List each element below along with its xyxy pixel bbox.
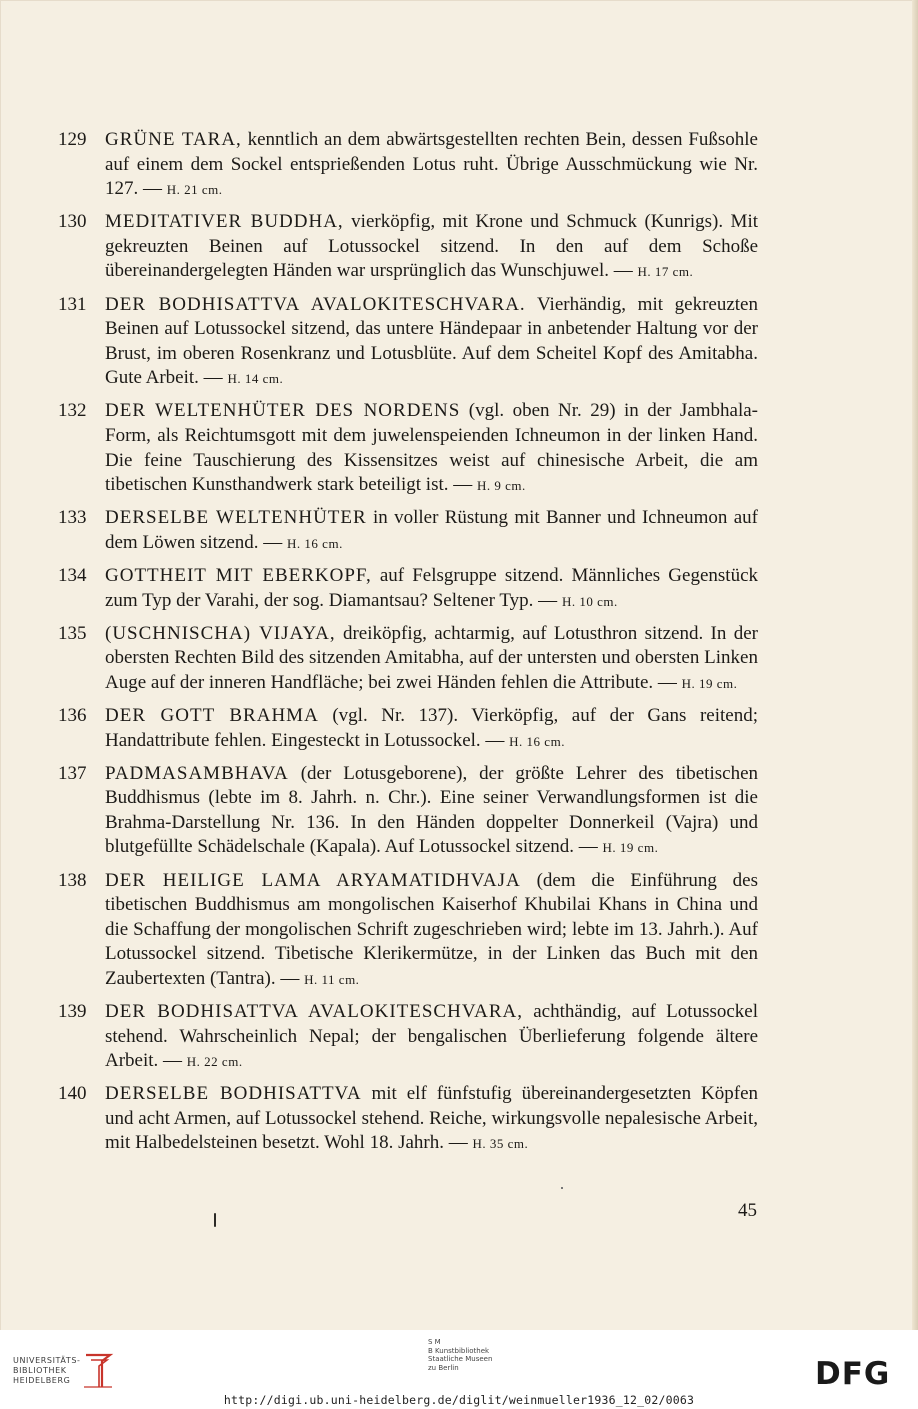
- entry-measurement: H. 14 cm.: [227, 371, 284, 387]
- entry-text: (der Lotusgeborene), der größte Lehrer des tibetischen Buddhismus (lebte im 8. Jahrh. n. Chr.). Eine seiner Verwandlungsformen ist die Brahma-Darstellung Nr. 136. In den Händen doppelter Donnerkeil (Vajra) und blutgefüllte Schädelschale (Kapala). Auf Lotussockel sitzend. —: [105, 762, 758, 858]
- logo-line: BIBLIOTHEK: [13, 1366, 67, 1375]
- catalog-entry: [58, 564, 758, 614]
- entry-number: 137: [58, 762, 87, 784]
- entry-text: dreiköpfig, achtarmig, auf Lotusthron sitzend. In der obersten Rechten Bild des sitzenden Amitabha, auf der untersten und obersten Linken Auge auf der inneren Handfläche; bei zwei Händen fehlen die Attribute. —: [105, 622, 758, 693]
- entry-text: (dem die Einführung des tibetischen Buddhismus am mongolischen Kaiserhof Khubilai Khans in China und die Schaffung der mongolischen Schrift zugeschrieben wird; lebte im 13. Jahrh.). Auf Lotussockel sitzend. Tibetische Klerikermütze, in der Linken das Buch mit den Zaubertexten (Tantra). —: [105, 869, 759, 989]
- entry-text: auf Felsgruppe sitzend. Männliches Gegenstück zum Typ der Varahi, der sog. Diamantsau? Seltener Typ. —: [105, 565, 758, 611]
- entry-measurement: H. 16 cm.: [287, 535, 343, 551]
- catalog-entry: [58, 210, 758, 285]
- entry-number: 132: [58, 400, 87, 422]
- entry-text: kenntlich an dem abwärtsgestellten rechten Bein, dessen Fußsohle auf einem dem Sockel entsprießenden Lotus ruht. Übrige Ausschmückung wie Nr. 127. —: [105, 129, 758, 200]
- entry-title: GRÜNE TARA,: [105, 129, 242, 150]
- entry-title: DER GOTT BRAHMA: [105, 704, 319, 726]
- stamp-line: zu Berlin: [428, 1363, 459, 1372]
- entry-text: achthändig, auf Lotussockel stehend. Wahrscheinlich Nepal; der bengalischen Überlieferung folgende ältere Arbeit. —: [105, 1001, 758, 1072]
- entry-measurement: H. 35 cm.: [472, 1136, 529, 1152]
- logo-line: HEIDELBERG: [13, 1376, 71, 1385]
- entry-measurement: H. 19 cm.: [602, 840, 659, 856]
- entry-title: DER WELTENHÜTER DES NORDENS: [105, 400, 461, 422]
- entry-title: MEDITATIVER BUDDHA,: [105, 211, 344, 233]
- entry-title: DER HEILIGE LAMA ARYAMATIDHVAJA: [105, 869, 521, 891]
- catalog-entry: [58, 622, 758, 697]
- catalog-entry: [58, 869, 758, 993]
- entry-measurement: H. 11 cm.: [304, 971, 360, 987]
- entry-title: DER BODHISATTVA AVALOKITESCHVARA,: [105, 1001, 523, 1022]
- entry-title: GOTTHEIT MIT EBERKOPF,: [105, 565, 372, 586]
- entry-text: in voller Rüstung mit Banner und Ichneumon auf dem Löwen sitzend. —: [105, 507, 758, 553]
- entry-number: 139: [58, 1001, 87, 1022]
- entry-number: 136: [58, 704, 87, 726]
- catalog-entry: [58, 704, 758, 754]
- permalink-url[interactable]: http://digi.ub.uni-heidelberg.de/diglit/weinmueller1936_12_02/0063: [223, 1393, 695, 1407]
- entry-title: PADMASAMBHAVA: [105, 762, 289, 784]
- entry-number: 130: [58, 211, 87, 233]
- scan-speck: [561, 1187, 563, 1189]
- entry-text: Vierhändig, mit gekreuzten Beinen auf Lotussockel sitzend, das untere Händepaar in anbetender Haltung vor der Brust, im oberen Rosenkranz und Lotusblüte. Auf dem Scheitel Kopf des Amitabha. Gute Arbeit. —: [105, 293, 758, 389]
- university-library-logo-text[interactable]: [13, 1356, 85, 1386]
- catalog-entry: [58, 399, 758, 498]
- entry-measurement: H. 9 cm.: [477, 478, 526, 494]
- catalog-entry: [58, 293, 758, 392]
- catalog-entry: [58, 762, 758, 861]
- entry-number: 133: [58, 507, 87, 529]
- dfg-logo-text: DFG: [815, 1357, 891, 1387]
- entry-number: 131: [58, 293, 87, 315]
- entry-measurement: H. 16 cm.: [509, 733, 565, 749]
- entry-title: DER BODHISATTVA AVALOKITESCHVARA.: [105, 293, 526, 315]
- entry-measurement: H. 21 cm.: [166, 182, 223, 198]
- entry-number: 129: [58, 129, 87, 150]
- scan-mark: [214, 1213, 216, 1227]
- logo-line: UNIVERSITÄTS-: [13, 1356, 81, 1365]
- catalog-entry: [58, 506, 758, 556]
- library-stamp: [400, 1338, 568, 1372]
- catalog-entry: [58, 1000, 758, 1075]
- entry-number: 135: [58, 622, 87, 644]
- entry-title: DERSELBE BODHISATTVA: [105, 1083, 362, 1105]
- dfg-logo-icon[interactable]: [815, 1357, 907, 1387]
- entry-measurement: H. 17 cm.: [637, 264, 694, 280]
- entry-text: mit elf fünfstufig übereinandergesetzten Köpfen und acht Armen, auf Lotussockel stehend. Reiche, wirkungsvolle nepalesische Arbeit, mit Halbedelsteinen besetzt. Wohl 18. Jahrh. —: [105, 1083, 759, 1154]
- catalog-entry: [58, 1082, 758, 1157]
- stamp-line: Staatliche Museen: [428, 1355, 493, 1363]
- stamp-line: S M: [428, 1338, 441, 1346]
- entry-text: (vgl. oben Nr. 29) in der Jambhala-Form, als Reichtumsgott mit dem juwelenspeienden Ichneumon in der linken Hand. Die feine Tauschierung des Kissensitzes weist auf chinesische Arbeit, die am tibetischen Kunsthandwerk stark beteiligt ist. —: [105, 400, 759, 496]
- entry-number: 140: [58, 1083, 87, 1105]
- entry-text: (vgl. Nr. 137). Vierköpfig, auf der Gans reitend; Handattribute fehlen. Eingesteckt in Lotussockel. —: [105, 704, 759, 751]
- stamp-line: B Kunstbibliothek: [428, 1346, 490, 1355]
- page-number: 45: [738, 1200, 757, 1221]
- catalog-entry: [58, 128, 758, 203]
- entry-title: (USCHNISCHA) VIJAYA,: [105, 622, 336, 644]
- entry-number: 138: [58, 869, 87, 891]
- entry-measurement: H. 22 cm.: [186, 1054, 243, 1070]
- entry-measurement: H. 19 cm.: [681, 675, 738, 691]
- entry-number: 134: [58, 565, 87, 586]
- catalog-entries: [58, 128, 758, 1165]
- entry-text: vierköpfig, mit Krone und Schmuck (Kunrigs). Mit gekreuzten Beinen auf Lotussockel sitzend. In den auf dem Schoße übereinandergelegten Händen war ursprünglich das Wunschjuwel. —: [105, 211, 758, 282]
- entry-measurement: H. 10 cm.: [561, 593, 618, 609]
- entry-title: DERSELBE WELTENHÜTER: [105, 507, 367, 529]
- heidelberg-logo-icon[interactable]: [82, 1352, 116, 1390]
